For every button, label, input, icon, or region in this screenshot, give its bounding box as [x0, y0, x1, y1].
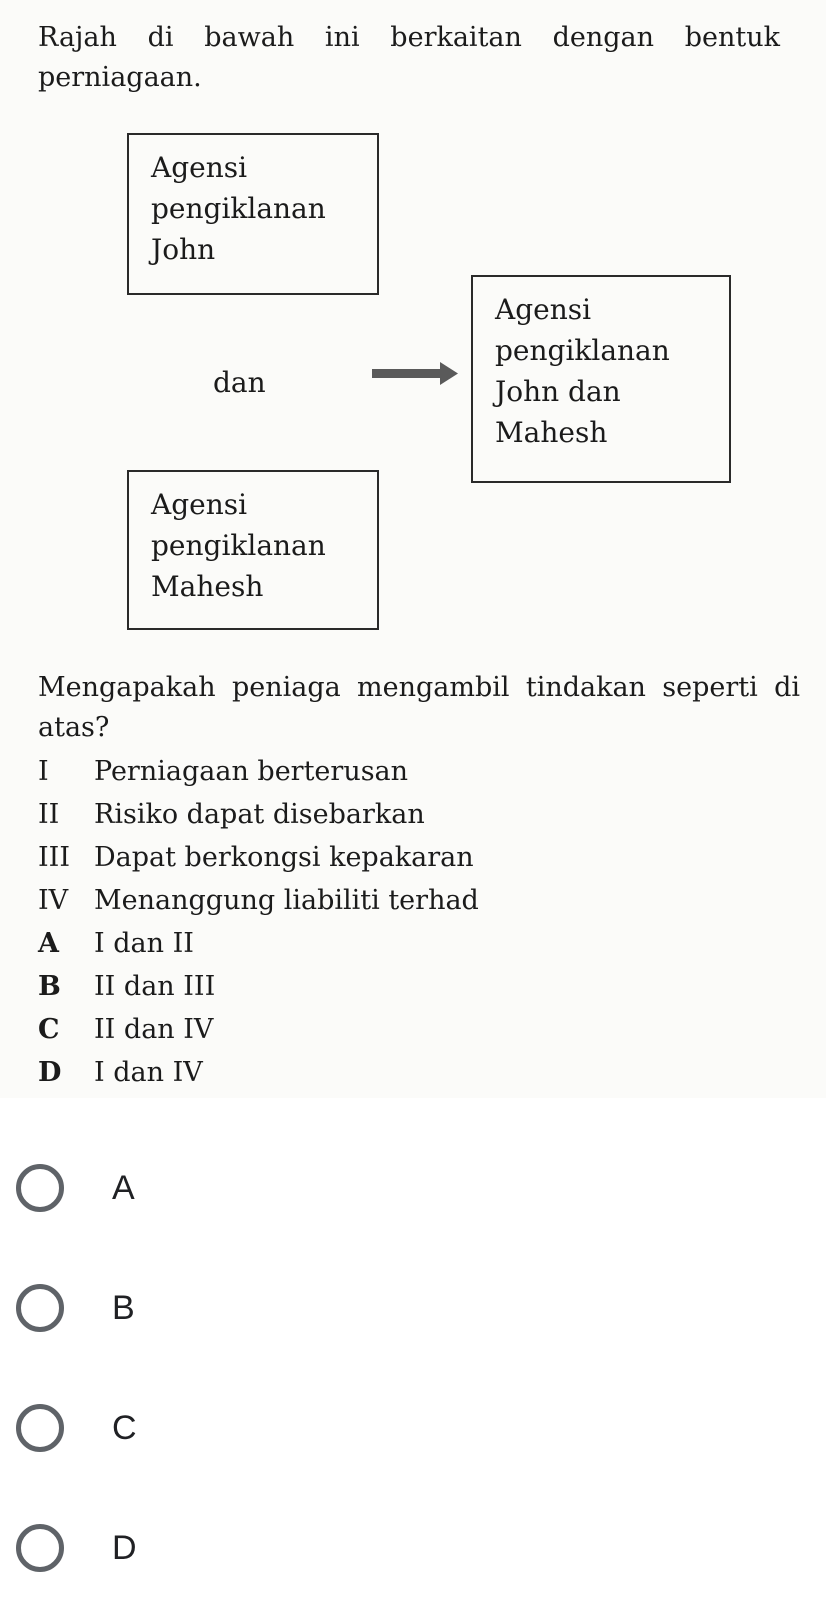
- statement-text: Perniagaan berterusan: [94, 756, 409, 787]
- choice-item: [38, 1057, 215, 1100]
- answer-options: [0, 1128, 826, 1608]
- statement-text: Dapat berkongsi kepakaran: [94, 842, 474, 873]
- option-label: A: [112, 1168, 135, 1207]
- option-a[interactable]: [0, 1128, 826, 1248]
- statement-item: [38, 885, 479, 928]
- choice-item: [38, 971, 215, 1014]
- radio-button-a[interactable]: [16, 1164, 64, 1212]
- box-agency-merged: Agensi pengiklanan John dan Mahesh: [471, 275, 731, 483]
- choice-item: [38, 1014, 215, 1057]
- choice-text: II dan IV: [94, 1014, 214, 1045]
- statement-number: III: [38, 842, 70, 873]
- question-prompt: Mengapakah peniaga mengambil tindakan seperti di atas?: [38, 672, 800, 743]
- choice-letter: C: [38, 1014, 60, 1045]
- radio-button-d[interactable]: [16, 1524, 64, 1572]
- statement-number: IV: [38, 885, 69, 916]
- statement-text: Menanggung liabiliti terhad: [94, 885, 479, 916]
- connector-label: dan: [213, 366, 266, 399]
- choice-item: [38, 928, 215, 971]
- option-label: D: [112, 1528, 137, 1567]
- choice-letter: B: [38, 971, 61, 1002]
- box-agency-john: Agensi pengiklanan John: [127, 133, 379, 295]
- statement-item: [38, 799, 479, 842]
- option-d[interactable]: [0, 1488, 826, 1608]
- statement-item: [38, 756, 479, 799]
- statement-text: Risiko dapat disebarkan: [94, 799, 425, 830]
- question-intro: Rajah di bawah ini berkaitan dengan bentuk perniagaan.: [38, 22, 780, 93]
- choice-text: II dan III: [94, 971, 216, 1002]
- radio-button-b[interactable]: [16, 1284, 64, 1332]
- statement-item: [38, 842, 479, 885]
- arrow-right-icon: [372, 359, 464, 387]
- choice-list: [38, 928, 215, 1100]
- choice-letter: A: [38, 928, 59, 959]
- choice-text: I dan II: [94, 928, 194, 959]
- choice-letter: D: [38, 1057, 62, 1088]
- statement-list: [38, 756, 479, 928]
- option-b[interactable]: [0, 1248, 826, 1368]
- statement-number: I: [38, 756, 49, 787]
- box-agency-mahesh: Agensi pengiklanan Mahesh: [127, 470, 379, 630]
- radio-button-c[interactable]: [16, 1404, 64, 1452]
- option-label: B: [112, 1288, 135, 1327]
- option-label: C: [112, 1408, 137, 1447]
- choice-text: I dan IV: [94, 1057, 203, 1088]
- statement-number: II: [38, 799, 60, 830]
- option-c[interactable]: [0, 1368, 826, 1488]
